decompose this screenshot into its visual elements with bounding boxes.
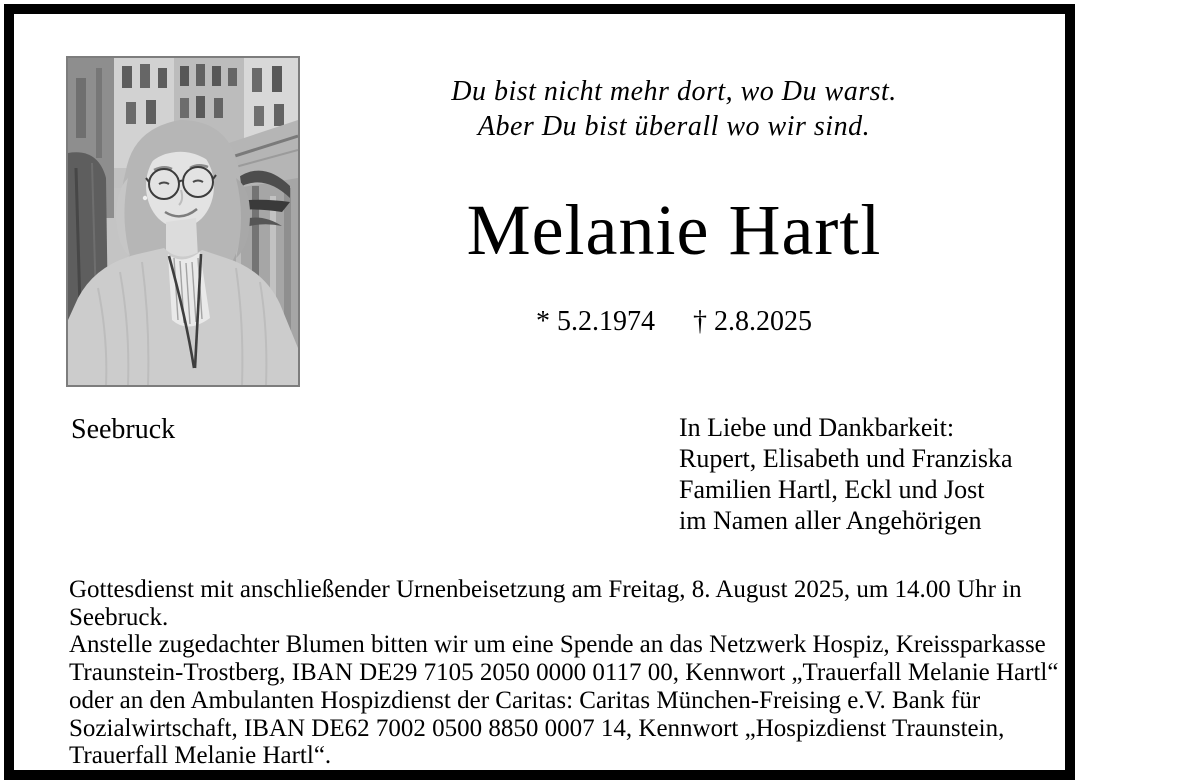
announcement-line: Trauerfall Melanie Hartl“. (69, 742, 332, 770)
memorial-quote-line-1: Du bist nicht mehr dort, wo Du warst. (451, 76, 897, 107)
deceased-name: Melanie Hartl (466, 190, 882, 270)
memorial-quote (354, 74, 994, 144)
announcement-line: Traunstein-Trostberg, IBAN DE29 7105 2050 0000 0117 00, Kennwort „Trauerfall Melanie Hartl“ (69, 659, 1059, 687)
announcement-block (69, 576, 1058, 770)
place-name: Seebruck (71, 414, 176, 445)
announcement-line: Seebruck. (69, 603, 169, 631)
death-date: † 2.8.2025 (693, 306, 812, 337)
announcement-line: Sozialwirtschaft, IBAN DE62 7002 0500 8850 0007 14, Kennwort „Hospizdienst Traunstein, (69, 714, 1005, 742)
announcement-line: Anstelle zugedachter Blumen bitten wir um eine Spende an das Netzwerk Hospiz, Kreissparkasse (69, 631, 1046, 659)
announcement-line: Gottesdienst mit anschließender Urnenbeisetzung am Freitag, 8. August 2025, um 14.00 Uhr in (69, 576, 1022, 603)
notice-frame (4, 4, 1075, 780)
birth-date: * 5.2.1974 (536, 306, 655, 337)
family-block (679, 412, 1013, 536)
portrait-photo (66, 56, 300, 387)
family-line: Rupert, Elisabeth und Franziska (679, 444, 1013, 473)
family-line: In Liebe und Dankbarkeit: (679, 413, 955, 442)
family-line: Familien Hartl, Eckl und Jost (679, 475, 985, 504)
memorial-quote-line-2: Aber Du bist überall wo wir sind. (477, 111, 871, 142)
portrait-photo-illustration (68, 58, 298, 385)
announcement-line: oder an den Ambulanten Hospizdienst der Caritas: Caritas München-Freising e.V. Bank für (69, 686, 981, 714)
life-dates (354, 304, 994, 340)
family-line: im Namen aller Angehörigen (679, 506, 982, 535)
